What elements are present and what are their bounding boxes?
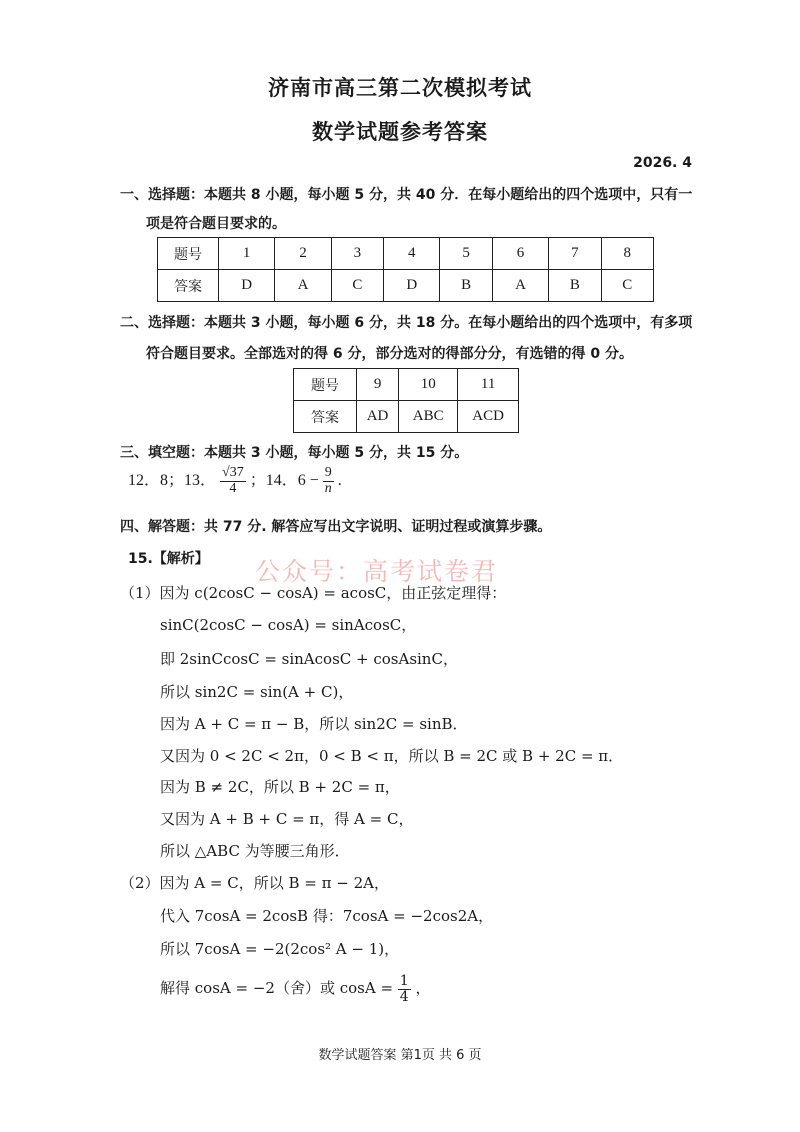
section1-line1: 一、选择题：本题共 8 小题，每小题 5 分，共 40 分．在每小题给出的四个选项中，只有一: [120, 187, 693, 203]
answer-cell: C: [601, 270, 653, 302]
section2-answer-table: [293, 368, 519, 433]
table-row: [294, 369, 519, 401]
answer-cell: D: [384, 270, 440, 302]
answer-14-prefix: ；14．6 −: [249, 471, 319, 489]
section2-line2: 符合题目要求。全部选对的得 6 分，部分选对的得部分分，有选错的得 0 分。: [146, 346, 633, 362]
fraction-denominator: 4: [399, 988, 409, 1005]
table-row: [294, 401, 519, 433]
solution-line: 所以 △ABC 为等腰三角形．: [160, 842, 350, 860]
answer-cell: D: [219, 270, 275, 302]
solution-line: （2）因为 A = C，所以 B = π − 2A，: [120, 874, 389, 892]
watermark: 公众号：高考试卷君: [255, 557, 499, 586]
fraction-numerator: 1: [399, 973, 409, 989]
fraction-numerator: √37: [222, 465, 244, 480]
question-number: 6: [492, 238, 548, 270]
page-title: 济南市高三第二次模拟考试: [268, 76, 532, 100]
answer-12: 12．8；13．: [128, 471, 217, 489]
question-number: 7: [549, 238, 601, 270]
table-header-label: 题号: [158, 238, 219, 270]
solution-line: 所以 7cosA = −2(2cos² A − 1)，: [160, 940, 400, 958]
solution-line: 所以 sin2C = sin(A + C)，: [160, 683, 354, 701]
table-answer-label: 答案: [158, 270, 219, 302]
final-fraction: [398, 974, 411, 1004]
answer-cell: AD: [357, 401, 399, 433]
question-number: 3: [331, 238, 383, 270]
answer-cell: A: [275, 270, 331, 302]
solution-line: 因为 B ≠ 2C，所以 B + 2C = π，: [160, 778, 400, 796]
question-number: 1: [219, 238, 275, 270]
solution-line: 又因为 0 < 2C < 2π，0 < B < π，所以 B = 2C 或 B + 2C = π．: [160, 747, 624, 765]
question-number: 11: [458, 369, 519, 401]
solution-line: 即 2sinCcosC = sinAcosC + cosAsinC，: [160, 650, 458, 668]
answer-cell: A: [492, 270, 548, 302]
question-number: 10: [399, 369, 458, 401]
section3-line1: 三、填空题：本题共 3 小题，每小题 5 分，共 15 分。: [120, 445, 469, 461]
question-number: 4: [384, 238, 440, 270]
question-number: 2: [275, 238, 331, 270]
answer-cell: C: [331, 270, 383, 302]
table-answer-label: 答案: [294, 401, 357, 433]
table-header-label: 题号: [294, 369, 357, 401]
answer-14-suffix: .: [337, 471, 342, 489]
exam-date: 2026. 4: [633, 155, 692, 171]
question-number: 5: [440, 238, 492, 270]
solution-line: 因为 A + C = π − B，所以 sin2C = sinB．: [160, 715, 468, 733]
fraction-denominator: 4: [229, 480, 237, 496]
section1-line2: 项是符合题目要求的。: [146, 216, 286, 232]
fill-in-answers: [128, 466, 342, 496]
solution-final-suffix: ，: [415, 979, 431, 998]
answer-14-fraction: [323, 466, 334, 496]
solution-final-line: [160, 974, 431, 1004]
page-footer: 数学试题答案 第1页 共 6 页: [318, 1048, 482, 1063]
section4-line1: 四、解答题：共 77 分. 解答应写出文字说明、证明过程或演算步骤。: [120, 519, 552, 535]
solution-line: 又因为 A + B + C = π，得 A = C，: [160, 810, 414, 828]
question-15-heading: 15.【解析】: [128, 551, 209, 567]
solution-line: 代入 7cosA = 2cosB 得：7cosA = −2cos2A，: [160, 907, 494, 925]
answer-cell: ABC: [399, 401, 458, 433]
page-subtitle: 数学试题参考答案: [312, 120, 488, 144]
section2-line1: 二、选择题：本题共 3 小题，每小题 6 分，共 18 分。在每小题给出的四个选项中，有多项: [120, 315, 693, 331]
answer-13-fraction: [220, 466, 246, 496]
fraction-numerator: 9: [324, 465, 332, 480]
solution-line: sinC(2cosC − cosA) = sinAcosC，: [160, 616, 417, 634]
solution-final-prefix: 解得 cosA = −2（舍）或 cosA =: [160, 979, 394, 998]
question-number: 9: [357, 369, 399, 401]
table-row: [158, 238, 654, 270]
section1-answer-table: [157, 237, 654, 302]
question-number: 8: [601, 238, 653, 270]
answer-cell: ACD: [458, 401, 519, 433]
answer-cell: B: [440, 270, 492, 302]
answer-cell: B: [549, 270, 601, 302]
table-row: [158, 270, 654, 302]
fraction-denominator: n: [324, 480, 332, 496]
solution-line: （1）因为 c(2cosC − cosA) = acosC，由正弦定理得：: [120, 584, 507, 602]
